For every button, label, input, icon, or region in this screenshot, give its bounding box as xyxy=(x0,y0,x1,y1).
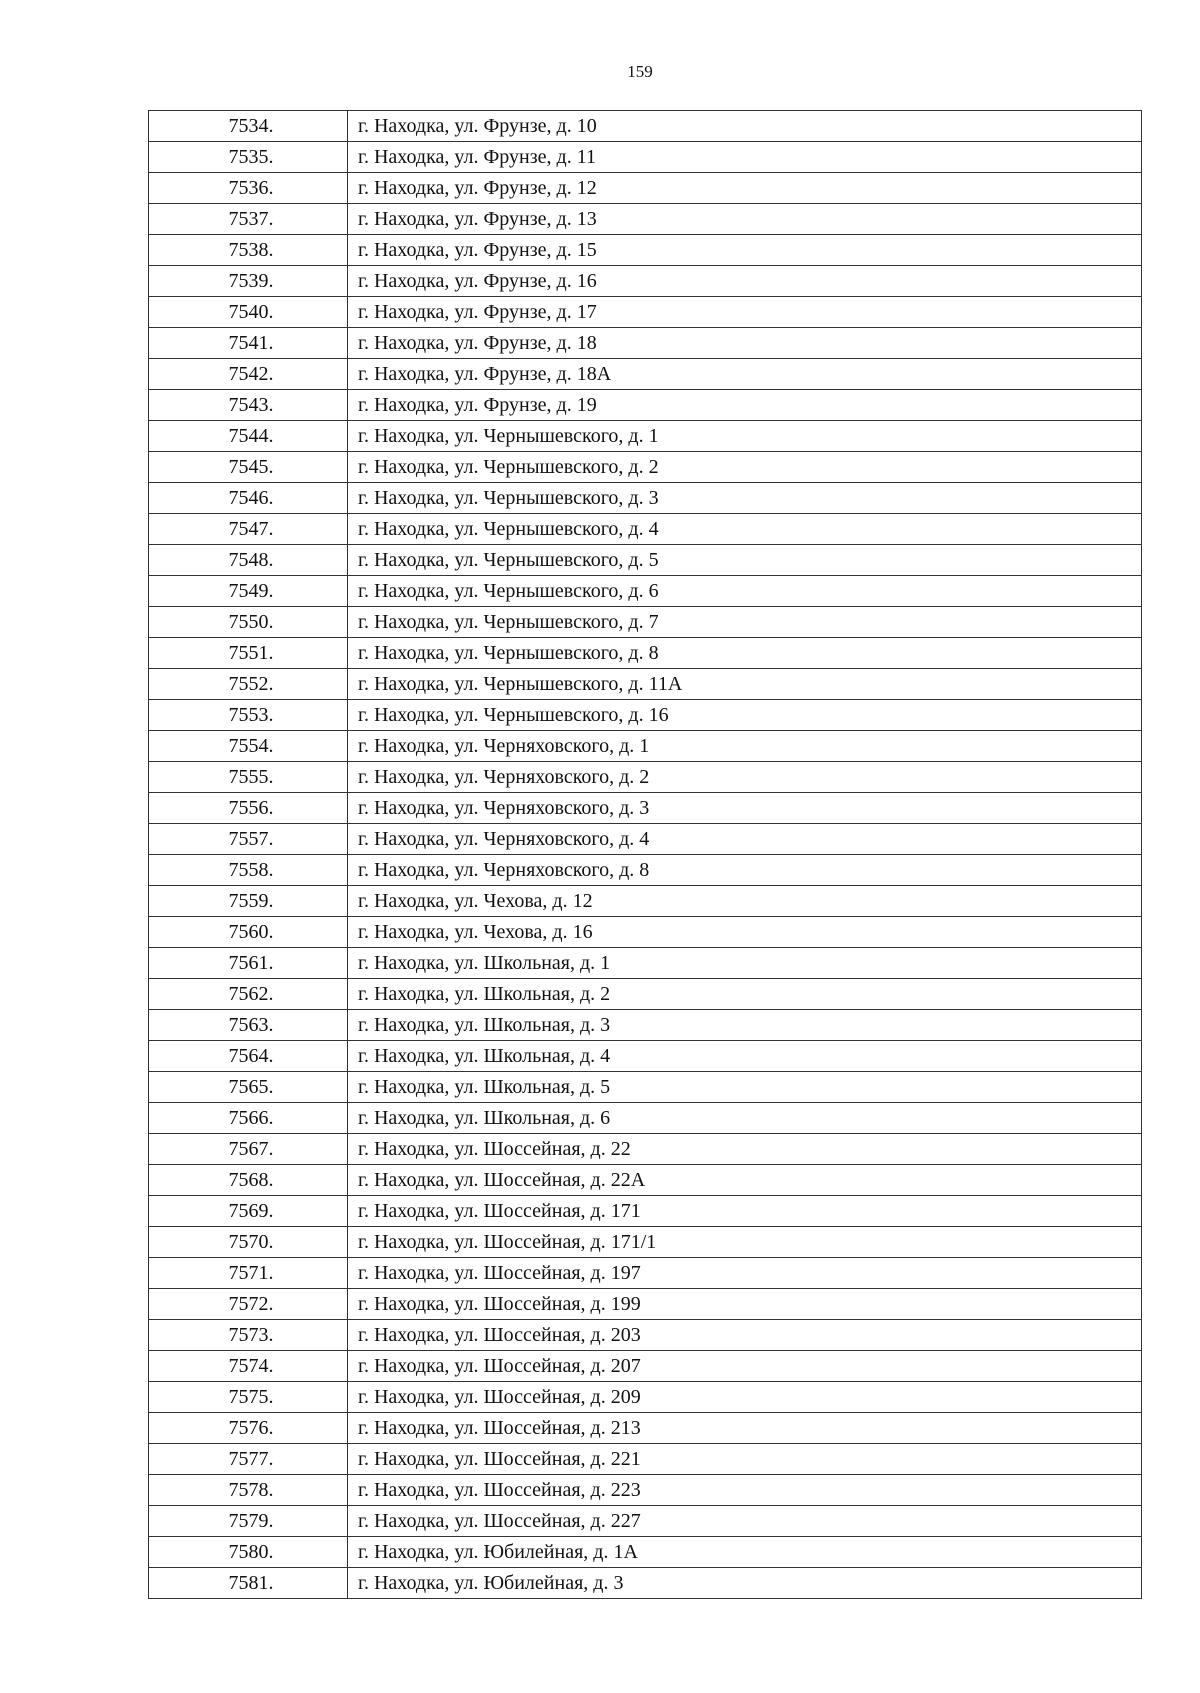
table-row xyxy=(149,979,1142,1010)
row-number: 7563. xyxy=(149,1010,348,1041)
row-number: 7551. xyxy=(149,638,348,669)
row-address: г. Находка, ул. Чехова, д. 12 xyxy=(348,886,1142,917)
row-address: г. Находка, ул. Черняховского, д. 3 xyxy=(348,793,1142,824)
row-address: г. Находка, ул. Шоссейная, д. 22 xyxy=(348,1134,1142,1165)
table-row xyxy=(149,1475,1142,1506)
row-number: 7577. xyxy=(149,1444,348,1475)
table-row xyxy=(149,204,1142,235)
row-address: г. Находка, ул. Черняховского, д. 1 xyxy=(348,731,1142,762)
row-number: 7574. xyxy=(149,1351,348,1382)
row-number: 7580. xyxy=(149,1537,348,1568)
row-address: г. Находка, ул. Юбилейная, д. 3 xyxy=(348,1568,1142,1599)
row-number: 7544. xyxy=(149,421,348,452)
table-row xyxy=(149,452,1142,483)
row-number: 7542. xyxy=(149,359,348,390)
row-number: 7541. xyxy=(149,328,348,359)
row-address: г. Находка, ул. Чернышевского, д. 2 xyxy=(348,452,1142,483)
table-row xyxy=(149,700,1142,731)
address-table xyxy=(148,110,1142,1599)
table-row xyxy=(149,576,1142,607)
row-address: г. Находка, ул. Шоссейная, д. 199 xyxy=(348,1289,1142,1320)
row-number: 7558. xyxy=(149,855,348,886)
row-address: г. Находка, ул. Черняховского, д. 2 xyxy=(348,762,1142,793)
row-number: 7564. xyxy=(149,1041,348,1072)
row-number: 7555. xyxy=(149,762,348,793)
row-address: г. Находка, ул. Шоссейная, д. 197 xyxy=(348,1258,1142,1289)
row-address: г. Находка, ул. Черняховского, д. 8 xyxy=(348,855,1142,886)
row-address: г. Находка, ул. Чехова, д. 16 xyxy=(348,917,1142,948)
row-address: г. Находка, ул. Фрунзе, д. 19 xyxy=(348,390,1142,421)
row-number: 7547. xyxy=(149,514,348,545)
row-number: 7540. xyxy=(149,297,348,328)
row-address: г. Находка, ул. Чернышевского, д. 16 xyxy=(348,700,1142,731)
table-row xyxy=(149,328,1142,359)
table-row xyxy=(149,762,1142,793)
row-address: г. Находка, ул. Школьная, д. 2 xyxy=(348,979,1142,1010)
table-row xyxy=(149,483,1142,514)
row-address: г. Находка, ул. Шоссейная, д. 22А xyxy=(348,1165,1142,1196)
row-number: 7575. xyxy=(149,1382,348,1413)
row-number: 7572. xyxy=(149,1289,348,1320)
table-row xyxy=(149,1320,1142,1351)
table-row xyxy=(149,824,1142,855)
row-address: г. Находка, ул. Школьная, д. 5 xyxy=(348,1072,1142,1103)
row-number: 7559. xyxy=(149,886,348,917)
table-row xyxy=(149,173,1142,204)
table-row xyxy=(149,1041,1142,1072)
row-number: 7557. xyxy=(149,824,348,855)
table-row xyxy=(149,1351,1142,1382)
table-row xyxy=(149,235,1142,266)
row-address: г. Находка, ул. Школьная, д. 1 xyxy=(348,948,1142,979)
row-address: г. Находка, ул. Чернышевского, д. 11А xyxy=(348,669,1142,700)
row-number: 7561. xyxy=(149,948,348,979)
row-address: г. Находка, ул. Чернышевского, д. 6 xyxy=(348,576,1142,607)
table-row xyxy=(149,855,1142,886)
table-row xyxy=(149,1010,1142,1041)
row-address: г. Находка, ул. Фрунзе, д. 18А xyxy=(348,359,1142,390)
table-row xyxy=(149,886,1142,917)
table-row xyxy=(149,1103,1142,1134)
table-row xyxy=(149,1134,1142,1165)
row-number: 7537. xyxy=(149,204,348,235)
row-address: г. Находка, ул. Фрунзе, д. 10 xyxy=(348,111,1142,142)
table-row xyxy=(149,1258,1142,1289)
table-row xyxy=(149,1289,1142,1320)
row-address: г. Находка, ул. Фрунзе, д. 15 xyxy=(348,235,1142,266)
row-number: 7578. xyxy=(149,1475,348,1506)
row-address: г. Находка, ул. Чернышевского, д. 7 xyxy=(348,607,1142,638)
table-row xyxy=(149,1227,1142,1258)
row-number: 7579. xyxy=(149,1506,348,1537)
row-address: г. Находка, ул. Шоссейная, д. 221 xyxy=(348,1444,1142,1475)
row-number: 7534. xyxy=(149,111,348,142)
row-address: г. Находка, ул. Шоссейная, д. 171/1 xyxy=(348,1227,1142,1258)
table-row xyxy=(149,1165,1142,1196)
row-number: 7553. xyxy=(149,700,348,731)
row-number: 7576. xyxy=(149,1413,348,1444)
table-row xyxy=(149,638,1142,669)
row-number: 7550. xyxy=(149,607,348,638)
row-number: 7568. xyxy=(149,1165,348,1196)
table-row xyxy=(149,266,1142,297)
table-row xyxy=(149,917,1142,948)
row-address: г. Находка, ул. Фрунзе, д. 16 xyxy=(348,266,1142,297)
row-address: г. Находка, ул. Чернышевского, д. 1 xyxy=(348,421,1142,452)
row-address: г. Находка, ул. Чернышевского, д. 5 xyxy=(348,545,1142,576)
row-address: г. Находка, ул. Чернышевского, д. 3 xyxy=(348,483,1142,514)
row-number: 7581. xyxy=(149,1568,348,1599)
row-number: 7545. xyxy=(149,452,348,483)
row-number: 7570. xyxy=(149,1227,348,1258)
table-row xyxy=(149,421,1142,452)
row-address: г. Находка, ул. Фрунзе, д. 18 xyxy=(348,328,1142,359)
row-address: г. Находка, ул. Шоссейная, д. 171 xyxy=(348,1196,1142,1227)
row-address: г. Находка, ул. Школьная, д. 4 xyxy=(348,1041,1142,1072)
row-address: г. Находка, ул. Шоссейная, д. 213 xyxy=(348,1413,1142,1444)
row-number: 7543. xyxy=(149,390,348,421)
row-number: 7548. xyxy=(149,545,348,576)
table-row xyxy=(149,111,1142,142)
row-address: г. Находка, ул. Фрунзе, д. 17 xyxy=(348,297,1142,328)
table-row xyxy=(149,1444,1142,1475)
row-number: 7573. xyxy=(149,1320,348,1351)
table-row xyxy=(149,731,1142,762)
row-address: г. Находка, ул. Шоссейная, д. 207 xyxy=(348,1351,1142,1382)
table-row xyxy=(149,1196,1142,1227)
row-number: 7539. xyxy=(149,266,348,297)
table-row xyxy=(149,390,1142,421)
table-row xyxy=(149,1072,1142,1103)
row-address: г. Находка, ул. Шоссейная, д. 209 xyxy=(348,1382,1142,1413)
row-address: г. Находка, ул. Шоссейная, д. 203 xyxy=(348,1320,1142,1351)
row-address: г. Находка, ул. Чернышевского, д. 4 xyxy=(348,514,1142,545)
row-number: 7566. xyxy=(149,1103,348,1134)
table-row xyxy=(149,297,1142,328)
row-address: г. Находка, ул. Фрунзе, д. 13 xyxy=(348,204,1142,235)
table-row xyxy=(149,514,1142,545)
row-number: 7571. xyxy=(149,1258,348,1289)
row-number: 7552. xyxy=(149,669,348,700)
row-number: 7549. xyxy=(149,576,348,607)
row-address: г. Находка, ул. Шоссейная, д. 223 xyxy=(348,1475,1142,1506)
row-number: 7554. xyxy=(149,731,348,762)
row-number: 7567. xyxy=(149,1134,348,1165)
row-number: 7560. xyxy=(149,917,348,948)
table-row xyxy=(149,142,1142,173)
row-address: г. Находка, ул. Фрунзе, д. 11 xyxy=(348,142,1142,173)
row-address: г. Находка, ул. Юбилейная, д. 1А xyxy=(348,1537,1142,1568)
table-row xyxy=(149,1382,1142,1413)
address-table-body xyxy=(149,111,1142,1599)
row-number: 7535. xyxy=(149,142,348,173)
table-row xyxy=(149,793,1142,824)
row-address: г. Находка, ул. Черняховского, д. 4 xyxy=(348,824,1142,855)
table-row xyxy=(149,669,1142,700)
row-number: 7562. xyxy=(149,979,348,1010)
row-number: 7536. xyxy=(149,173,348,204)
table-row xyxy=(149,1413,1142,1444)
row-address: г. Находка, ул. Чернышевского, д. 8 xyxy=(348,638,1142,669)
table-row xyxy=(149,359,1142,390)
page-number: 159 xyxy=(627,62,653,81)
table-row xyxy=(149,1537,1142,1568)
table-row xyxy=(149,545,1142,576)
table-row xyxy=(149,1506,1142,1537)
row-address: г. Находка, ул. Фрунзе, д. 12 xyxy=(348,173,1142,204)
table-row xyxy=(149,1568,1142,1599)
row-number: 7546. xyxy=(149,483,348,514)
row-address: г. Находка, ул. Школьная, д. 3 xyxy=(348,1010,1142,1041)
row-address: г. Находка, ул. Шоссейная, д. 227 xyxy=(348,1506,1142,1537)
row-number: 7569. xyxy=(149,1196,348,1227)
address-table-container xyxy=(148,110,1141,1599)
table-row xyxy=(149,607,1142,638)
row-number: 7556. xyxy=(149,793,348,824)
table-row xyxy=(149,948,1142,979)
row-address: г. Находка, ул. Школьная, д. 6 xyxy=(348,1103,1142,1134)
row-number: 7538. xyxy=(149,235,348,266)
row-number: 7565. xyxy=(149,1072,348,1103)
